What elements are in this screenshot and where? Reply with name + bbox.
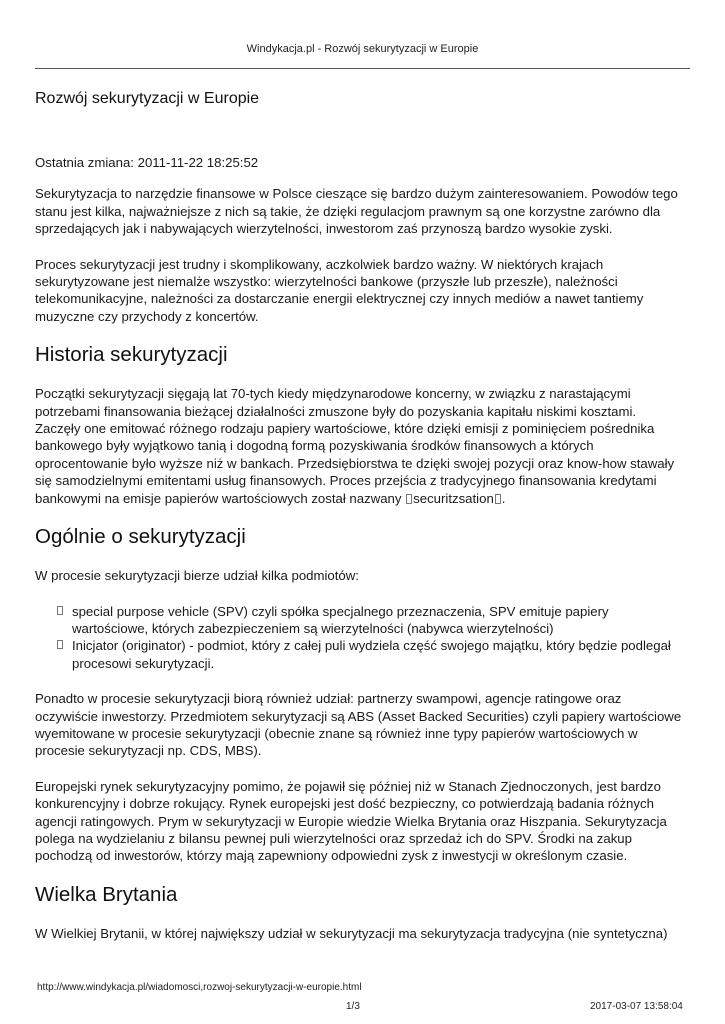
intro-paragraph-1: Sekurytyzacja to narzędzie finansowe w Polsce cieszące się bardzo dużym zainteresowaniem. Powodów tego stanu jest kilka, najważniejsze z nich są takie, że dzięki regulacjom prawnym są one korzystne zarówno dla sprzedających jak i nabywających wierzytelności, inwestorom zaś przynoszą bardzo wysokie zyski. (35, 186, 678, 237)
list-item (57, 637, 685, 672)
list-item (57, 603, 685, 638)
list-item-text: special purpose vehicle (SPV) czyli spółka specjalnego przeznaczenia, SPV emituje papiery wartościowe, których zabezpieczeniem są wierzytelności (nabywca wierzytelności) (72, 603, 609, 636)
header-divider (35, 68, 690, 69)
general-paragraph-1: Ponadto w procesie sekurytyzacji biorą również udział: partnerzy swampowi, agencje ratingowe oraz oczywiście inwestorzy. Przedmiotem sekurytyzacji są ABS (Asset Backed Securities) czyli papiery wartościowe wyemitowane w procesie sekurytyzacji (obecnie znane są również inne typy papierów wartościowych w procesie sekurytyzacji np. CDS, MBS). (35, 691, 682, 759)
last-modified: Ostatnia zmiana: 2011-11-22 18:25:52 (35, 155, 259, 170)
page-number: 1/3 (346, 1001, 360, 1012)
document-body (35, 90, 685, 960)
general-paragraph-2: Europejski rynek sekurytyzacyjny pomimo, że pojawił się później niż w Stanach Zjednoczonych, jest bardzo konkurencyjny i dobrze rokujący. Rynek europejski jest dość bezpieczny, co potwierdzają badania różnych agencji ratingowych. Prym w sekurytyzacji w Europie wiedzie Wielka Brytania oraz Hiszpania. Sekurytyzacja polega na wydzielaniu z bilansu pewnej puli wierzytelności oraz sprzedaż ich do SPV. Środki na zakup pochodzą od inwestorów, którzy mają zapewniony odpowiedni zysk z inwestycji w określonym czasie. (35, 778, 667, 864)
missing-glyph-icon (406, 494, 412, 504)
print-datetime: 2017-03-07 13:58:04 (590, 1001, 683, 1012)
history-text: Początki sekurytyzacji sięgają lat 70-tych kiedy międzynarodowe koncerny, w związku z narastającymi potrzebami finansowania bieżącej działalności zmuszone były do pozyskania kapitału niskimi kosztami. Zaczęły one emitować różnego rodzaju papiery wartościowe, które dzięki emisji z pominięciem pośrednika bankowego były wyjątkowo tanią i dogodną formą pozyskiwania środków finansowych a których oprocentowanie było wyższe niż w bankach. Przedsiębiorstwa te dzięki swojej pozycji oraz know-how stawały się samodzielnymi emitentami usług finansowych. Proces przejścia z tradycyjnego finansowania kredytami bankowymi na emisje papierów wartościowych został nazwany (35, 386, 675, 506)
document-title: Rozwój sekurytyzacji w Europie (35, 90, 260, 107)
page-header-title: Windykacja.pl - Rozwój sekurytyzacji w Europie (246, 43, 479, 55)
missing-glyph-icon (495, 494, 501, 504)
intro-paragraph-2: Proces sekurytyzacji jest trudny i skomplikowany, aczkolwiek bardzo ważny. W niektórych krajach sekurytyzowane jest niemalże wszystko: wierzytelności bankowe (przyszłe lub przeszłe), należności telekomunikacyjne, należności za dostarczanie energii elektrycznej czy innych mediów a nawet tantiemy muzyczne czy przychody z koncertów. (35, 256, 644, 324)
participants-list (35, 603, 685, 673)
history-paragraph (35, 385, 685, 507)
bullet-icon (57, 640, 63, 649)
history-end: . (501, 490, 506, 506)
general-heading: Ogólnie o sekurytyzacji (35, 525, 246, 549)
footer-url: http://www.windykacja.pl/wiadomosci,rozwoj-sekurytyzacji-w-europie.html (37, 982, 362, 993)
general-intro: W procesie sekurytyzacji bierze udział kilka podmiotów: (35, 568, 359, 584)
uk-paragraph: W Wielkiej Brytanii, w której największy udział w sekurytyzacji ma sekurytyzacja tradycyjna (nie syntetyczna) (35, 925, 668, 941)
uk-heading: Wielka Brytania (35, 882, 178, 906)
bullet-icon (57, 606, 63, 615)
list-item-text: Inicjator (originator) - podmiot, który z całej puli wydziela część swojego majątku, który będzie podlegał procesowi sekurytyzacji. (72, 638, 671, 671)
history-heading: Historia sekurytyzacji (35, 343, 228, 367)
history-term: securitzsation (413, 490, 494, 506)
